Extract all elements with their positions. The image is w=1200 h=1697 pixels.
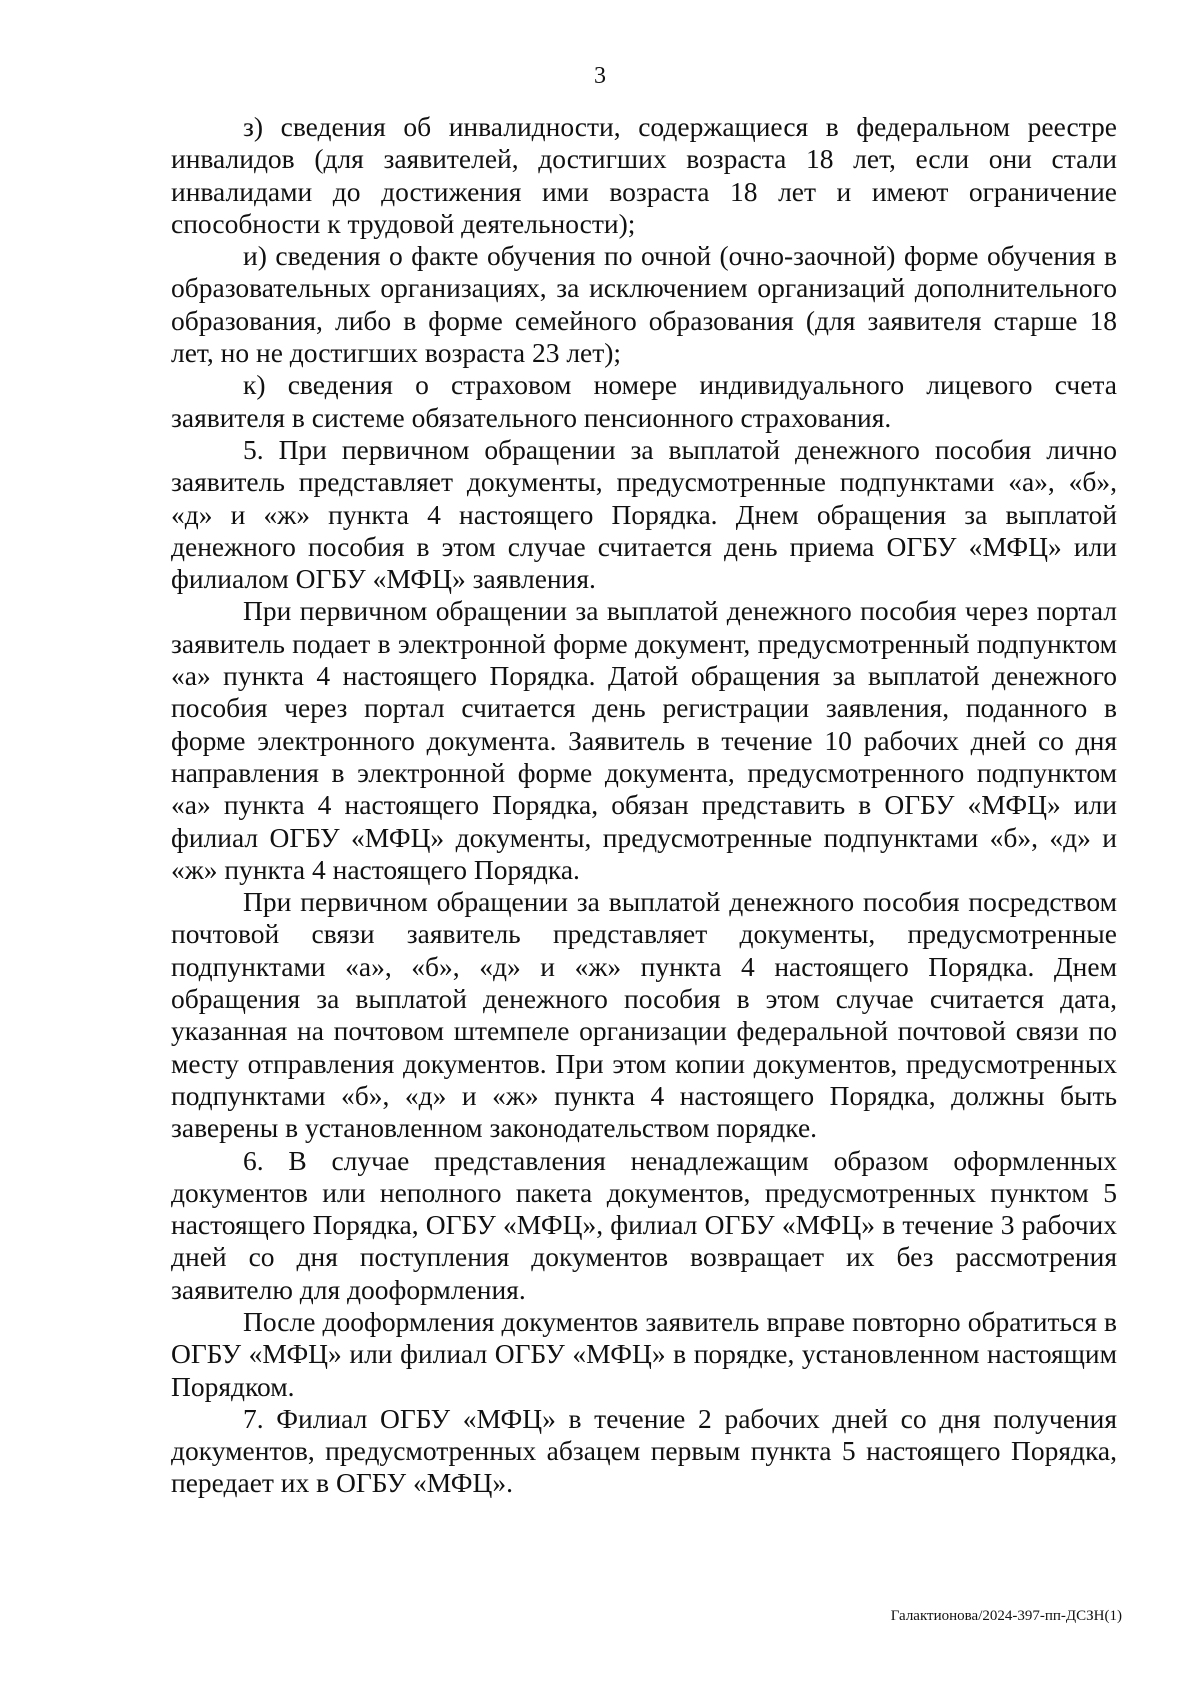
paragraph-7: 7. Филиал ОГБУ «МФЦ» в течение 2 рабочих дней со дня получения документов, предусмотренных абзацем первым пункта 5 настоящего Порядка, передает их в ОГБУ «МФЦ».: [171, 1402, 1117, 1499]
page-number: 3: [594, 63, 606, 89]
paragraph-6-after: После дооформления документов заявитель вправе повторно обратиться в ОГБУ «МФЦ» или филиал ОГБУ «МФЦ» в порядке, установленном настоящим Порядком.: [171, 1305, 1117, 1402]
paragraph-i: и) сведения о факте обучения по очной (очно-заочной) форме обучения в образовательных организациях, за исключением организаций дополнительного образования, либо в форме семейного образования (для заявителя старше 18 лет, но не достигших возраста 23 лет);: [171, 240, 1117, 369]
document-body: [171, 111, 1117, 1500]
paragraph-z: з) сведения об инвалидности, содержащиеся в федеральном реестре инвалидов (для заявителей, достигших возраста 18 лет, если они стали инвалидами до достижения ими возраста 18 лет и имеют ограничение способности к трудовой деятельности);: [171, 111, 1117, 239]
paragraph-5: 5. При первичном обращении за выплатой денежного пособия лично заявитель представляет документы, предусмотренные подпунктами «а», «б», «д» и «ж» пункта 4 настоящего Порядка. Днем обращения за выплатой денежного пособия в этом случае считается день приема ОГБУ «МФЦ» или филиалом ОГБУ «МФЦ» заявления.: [171, 433, 1117, 595]
paragraph-5-portal: При первичном обращении за выплатой денежного пособия через портал заявитель подает в электронной форме документ, предусмотренный подпунктом «а» пункта 4 настоящего Порядка. Датой обращения за выплатой денежного пособия через портал считается день регистрации заявления, поданного в форме электронного документа. Заявитель в течение 10 рабочих дней со дня направления в электронной форме документа, предусмотренного подпунктом «а» пункта 4 настоящего Порядка, обязан представить в ОГБУ «МФЦ» или филиал ОГБУ «МФЦ» документы, предусмотренные подпунктами «б», «д» и «ж» пункта 4 настоящего Порядка.: [171, 595, 1117, 885]
document-code-footer: Галактионова/2024-397-пп-ДСЗН(1): [890, 1608, 1122, 1624]
paragraph-5-post: При первичном обращении за выплатой денежного пособия посредством почтовой связи заявитель представляет документы, предусмотренные подпунктами «а», «б», «д» и «ж» пункта 4 настоящего Порядка. Днем обращения за выплатой денежного пособия в этом случае считается дата, указанная на почтовом штемпеле организации федеральной почтовой связи по месту отправления документов. При этом копии документов, предусмотренных подпунктами «б», «д» и «ж» пункта 4 настоящего Порядка, должны быть заверены в установленном законодательством порядке.: [171, 886, 1117, 1144]
paragraph-6: 6. В случае представления ненадлежащим образом оформленных документов или неполного пакета документов, предусмотренных пунктом 5 настоящего Порядка, ОГБУ «МФЦ», филиал ОГБУ «МФЦ» в течение 3 рабочих дней со дня поступления документов возвращает их без рассмотрения заявителю для дооформления.: [171, 1144, 1117, 1305]
paragraph-k: к) сведения о страховом номере индивидуального лицевого счета заявителя в системе обязательного пенсионного страхования.: [171, 369, 1117, 433]
